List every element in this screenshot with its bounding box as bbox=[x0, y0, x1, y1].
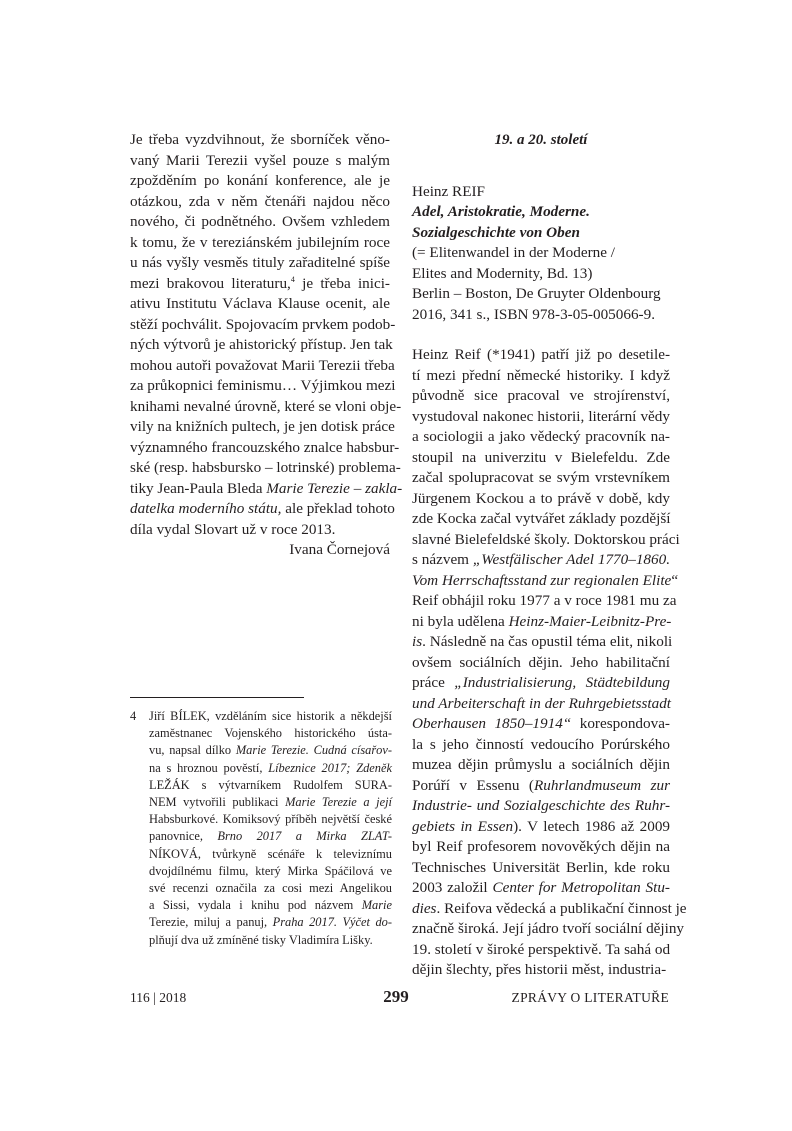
text-line: dějin šlechty, přes historii měst, industria- bbox=[412, 961, 667, 978]
text-line: zpožděním po konání konference, ale je bbox=[130, 172, 390, 189]
section-title: 19. a 20. století bbox=[494, 132, 588, 148]
book-series: (= Elitenwandel in der Moderne / bbox=[412, 244, 615, 261]
text-line: und Arbeiterschaft in der Ruhrgebietsstadt bbox=[412, 694, 672, 712]
footnote-number: 4 bbox=[130, 709, 137, 723]
text-line: dies. Reifova vědecká a publikační činnost je bbox=[412, 899, 687, 917]
text-line: stoupil na univerzitu v Bielefeldu. Zde bbox=[412, 448, 670, 466]
text-line: zaměstnanec Vojenského historického ústa- bbox=[149, 726, 392, 741]
footnote-body bbox=[149, 708, 392, 949]
text-line: plňují dva už zmíněné tisky Vladimíra Lišky. bbox=[149, 932, 373, 947]
text-line: 19. století v široké perspektivě. Ta sahá od bbox=[412, 940, 671, 958]
text-line: 2003 založil Center for Metropolitan Stu- bbox=[412, 879, 670, 896]
book-series: Elites and Modernity, Bd. 13) bbox=[412, 264, 593, 282]
text-line: významného francouzského znalce habsbur- bbox=[130, 438, 400, 456]
text-line: zde Kocka začal vytvářet základy pozdější bbox=[412, 510, 671, 527]
text-line: byl Reif profesorem novověkých dějin na bbox=[412, 838, 670, 855]
text-line: Reif obhájil roku 1977 a v roce 1981 mu za bbox=[412, 592, 677, 609]
text-line: mezi brakovou literaturu,$^4$ je třeba inici- bbox=[130, 274, 390, 292]
text-line: Porúří v Essenu (Ruhrlandmuseum zur bbox=[412, 776, 670, 794]
text-line: práce „Industrialisierung, Städtebildung bbox=[412, 674, 670, 691]
text-line: Vom Herrschaftsstand zur regionalen Elite“ bbox=[412, 571, 679, 589]
text-line: stěží pochválit. Spojovacím prvkem podob- bbox=[130, 315, 396, 333]
text-line: vaný Marii Terezii vyšel pouze s malým bbox=[130, 151, 390, 169]
text-line: za průkopnici feminismu… Výjimkou mezi bbox=[130, 377, 396, 394]
text-line: původně sice pracoval ve strojírenství, bbox=[412, 387, 670, 404]
right-column bbox=[412, 130, 687, 981]
text-line: a sociologii a jako vědecký pracovník na- bbox=[412, 428, 670, 445]
text-line: NEM vytvořili publikaci Marie Terezie a její bbox=[149, 795, 392, 810]
footnote-ref[interactable]: 4 bbox=[290, 274, 295, 284]
text-line: Industrie- und Sozialgeschichte des Ruhr- bbox=[412, 797, 670, 814]
text-line: vystudoval nakonec historii, literární vědy bbox=[412, 407, 670, 425]
journal-title: ZPRÁVY O LITERATUŘE bbox=[511, 990, 669, 1005]
page-number: 299 bbox=[383, 987, 409, 1006]
text-line: muzea dějin průmyslu a sociálních dějin bbox=[412, 756, 670, 773]
text-line: ativu Institutu Václava Klause ocenit, ale bbox=[130, 295, 390, 312]
text-line: k tomu, že v tereziánském jubilejním roce bbox=[130, 233, 390, 251]
review-body bbox=[412, 345, 687, 981]
text-line: Technisches Universität Berlin, kde roku bbox=[412, 858, 670, 876]
text-line: své recenzi označila za cosi mezi Angelikou bbox=[149, 881, 392, 896]
text-line: LEŽÁK s výtvarníkem Rudolfem SURA- bbox=[149, 777, 392, 792]
book-subtitle: Sozialgeschichte von Oben bbox=[412, 223, 580, 241]
text-line: Oberhausen 1850–1914“ korespondova- bbox=[412, 715, 670, 732]
text-line: ných výtvorů je ahistorický přístup. Jen tak bbox=[130, 336, 393, 353]
text-line: Heinz Reif (*1941) patří již po desetile- bbox=[412, 346, 670, 363]
text-line: panovnice, Brno 2017 a Mirka ZLAT- bbox=[149, 829, 392, 844]
text-line: vily na knižních pultech, je jen dotisk práce bbox=[130, 418, 395, 435]
text-line: gebiets in Essen). V letech 1986 až 2009 bbox=[412, 817, 671, 835]
text-line: dvojdílnému filmu, který Mirka Spáčilová ve bbox=[149, 863, 392, 878]
text-line: značně široká. Její jádro tvoří sociální dějiny bbox=[412, 920, 685, 937]
text-line: otázkou, zda v něm čtenáři najdou něco bbox=[130, 192, 390, 210]
book-details: 2016, 341 s., ISBN 978-3-05-005066-9. bbox=[412, 305, 655, 323]
text-line: Terezie, miluj a panuj, Praha 2017. Výčet do- bbox=[149, 915, 392, 930]
book-publisher: Berlin – Boston, De Gruyter Oldenbourg bbox=[412, 285, 661, 302]
text-line: u nás vyšly vesměs tituly zařaditelné spíše bbox=[130, 254, 390, 271]
book-title: Adel, Aristokratie, Moderne. bbox=[412, 203, 590, 220]
text-line: tí mezi přední německé historiky. I když bbox=[412, 366, 670, 384]
text-line: datelka moderního státu, ale překlad tohoto bbox=[130, 500, 395, 517]
text-line: slavné Bielefeldské školy. Doktorskou práci bbox=[412, 530, 680, 548]
journal-issue: 116 | 2018 bbox=[130, 990, 187, 1005]
text-line: Habsburkové. Komiksový příběh největší české bbox=[149, 812, 392, 827]
bibliographic-entry bbox=[412, 182, 670, 326]
footnote bbox=[130, 708, 392, 949]
text-line: s názvem „Westfälischer Adel 1770–1860. bbox=[412, 551, 670, 568]
text-line: ské (resp. habsbursko – lotrinské) problema- bbox=[130, 459, 401, 476]
text-line: knihami nevalné úrovně, které se vloni obje- bbox=[130, 397, 402, 415]
review-author: Ivana Čornejová bbox=[289, 541, 390, 558]
text-line: díla vydal Slovart už v roce 2013. bbox=[130, 520, 336, 538]
text-line: NÍKOVÁ, tvůrkyně scénáře k televiznímu bbox=[149, 846, 392, 861]
footnote-divider bbox=[130, 697, 304, 698]
text-line: vu, napsal dílko Marie Terezie. Cudná císařov- bbox=[149, 743, 392, 758]
text-line: Jiří BÍLEK, vzděláním sice historik a někdejší bbox=[149, 709, 392, 723]
text-line: Je třeba vyzdvihnout, že sborníček věno- bbox=[130, 131, 390, 148]
left-column bbox=[130, 130, 403, 561]
text-line: Jürgenem Kockou a to právě v době, kdy bbox=[412, 489, 670, 507]
text-line: la s jeho činností vedoucího Porúrského bbox=[412, 735, 670, 753]
text-line: ni byla udělena Heinz-Maier-Leibnitz-Pre- bbox=[412, 612, 672, 630]
text-line: is. Následně na čas opustil téma elit, nikoli bbox=[412, 633, 673, 650]
text-line: a Sissi, vydala i knihu pod názvem Marie bbox=[149, 898, 392, 913]
text-line: nového, či podnětného. Ovšem vzhledem bbox=[130, 213, 390, 230]
text-line: ovšem sociálních dějin. Jeho habilitační bbox=[412, 653, 670, 671]
text-line: mohou autoři považovat Marii Terezii třeba bbox=[130, 356, 395, 374]
text-line: tiky Jean-Paula Bleda Marie Terezie – zakla- bbox=[130, 479, 403, 497]
text-line: na s hroznou pověstí, Líbeznice 2017; Zdeněk bbox=[149, 760, 392, 775]
text-line: začal spolupracovat se svým vrstevníkem bbox=[412, 469, 670, 486]
book-author: Heinz REIF bbox=[412, 182, 485, 200]
